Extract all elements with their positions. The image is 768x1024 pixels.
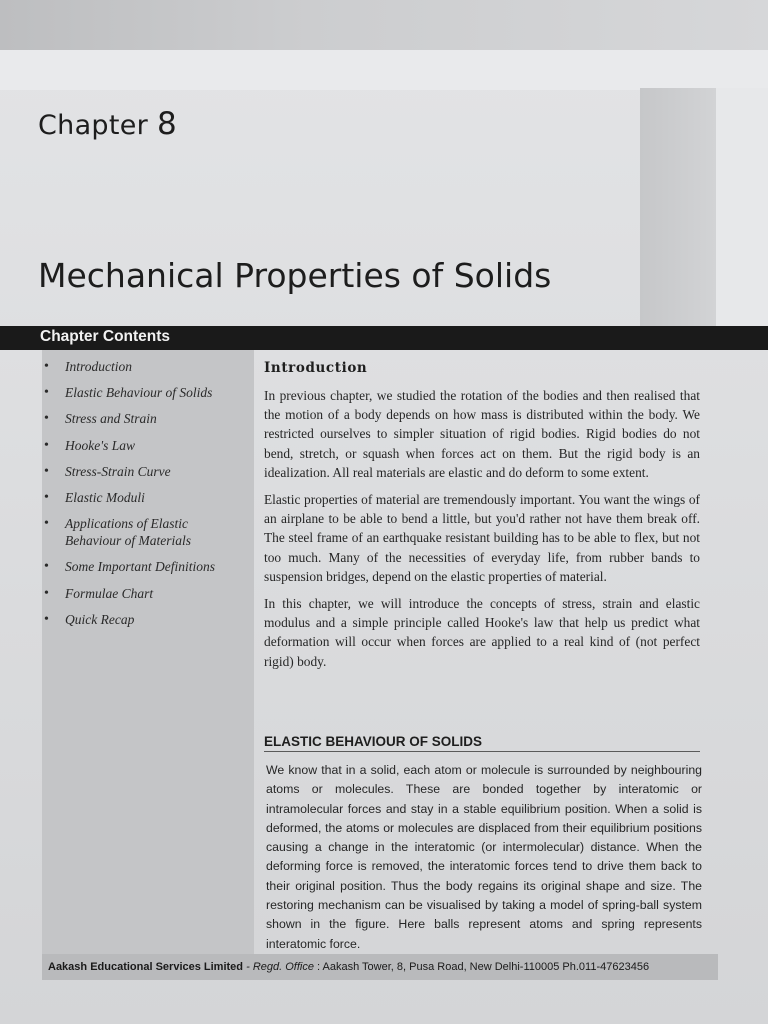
contents-item: • Stress and Strain <box>42 410 254 427</box>
chapter-word: Chapter <box>38 110 149 141</box>
introduction-heading: Introduction <box>264 360 368 376</box>
decorative-bar <box>640 88 716 326</box>
contents-item: • Stress-Strain Curve <box>42 463 254 480</box>
contents-item: • Quick Recap <box>42 611 254 628</box>
contents-item: • Applications of Elastic Behaviour of Materials <box>42 515 215 549</box>
introduction-section <box>264 360 700 679</box>
contents-list <box>42 358 254 637</box>
contents-item: • Elastic Behaviour of Solids <box>42 384 254 401</box>
contents-item: • Formulae Chart <box>42 585 254 602</box>
chapter-contents-bar <box>0 326 768 350</box>
footer-address: : Aakash Tower, 8, Pusa Road, New Delhi-110005 Ph.011-47623456 <box>313 961 650 973</box>
top-light-strip <box>0 50 768 90</box>
contents-item: • Elastic Moduli <box>42 489 254 506</box>
chapter-number: 8 <box>156 106 177 142</box>
elastic-behaviour-heading: ELASTIC BEHAVIOUR OF SOLIDS <box>264 734 700 752</box>
chapter-contents-heading: Chapter Contents <box>40 328 171 345</box>
contents-item: • Some Important Definitions <box>42 558 254 575</box>
contents-item: • Hooke's Law <box>42 437 254 454</box>
elastic-behaviour-paragraph: We know that in a solid, each atom or molecule is surrounded by neighbouring atoms or molecules. These are bonded together by interatomic or intramolecular forces and stay in a stable equilibrium position. When a solid is deformed, the atoms or molecules are displaced from their equilibrium positions causing a change in the interatomic (or intermolecular) distance. When the deforming force is removed, the interatomic forces tend to drive them back to their original position. Thus the body regains its original shape and size. The restoring mechanism can be visualised by taking a model of spring-ball system shown in the figure. Here balls represent atoms and spring represents interatomic force. <box>266 763 702 951</box>
contents-sidebar <box>42 350 254 954</box>
chapter-title: Mechanical Properties of Solids <box>38 256 552 295</box>
introduction-paragraph: In this chapter, we will introduce the concepts of stress, strain and elastic modulus and a simple principle called Hooke's law that help us predict what deformation will occur when forces are applied to a real kind of (not perfect rigid) body. <box>264 596 700 669</box>
footer-company: Aakash Educational Services Limited <box>48 961 244 973</box>
introduction-paragraph: In previous chapter, we studied the rotation of the bodies and then realised that the motion of a body depends on how mass is distributed within the body. We restricted ourselves to simpler situation of rigid bodies. Rigid bodies do not bend, stretch, or squash when forces act on them. But the rigid body is an idealization. All real materials are elastic and do deform to some extent. <box>264 388 700 480</box>
contents-item: • Introduction <box>42 358 254 375</box>
footer-office-label: Regd. Office <box>252 961 314 973</box>
footer-separator: - <box>243 961 253 973</box>
decorative-bar-light <box>716 88 768 326</box>
introduction-paragraph: Elastic properties of material are tremendously important. You want the wings of an airplane to be able to bend a little, but you'd rather not have them break off. The steel frame of an earthquake resistant building has to be able to flex, but not too much. Many of the necessities of everyday life, from rubber bands to suspension bridges, depend on the elastic properties of material. <box>264 492 700 584</box>
page-footer <box>42 954 718 980</box>
chapter-label <box>38 106 177 142</box>
